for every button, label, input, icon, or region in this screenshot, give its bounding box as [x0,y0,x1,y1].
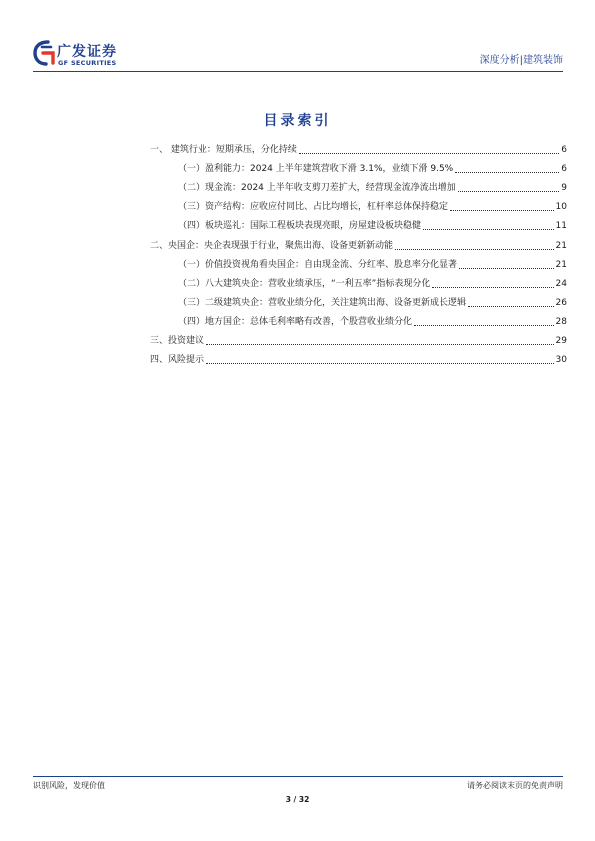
toc-entry-text: （一）价值投资视角看央国企：自由现金流、分红率、股息率分化显著 [178,259,458,270]
toc-page-number: 6 [561,145,567,156]
toc-entry[interactable] [150,156,567,175]
toc-entry-text: （一）盈利能力：2024 上半年建筑营收下滑 3.1%，业绩下滑 9.5% [178,164,454,175]
company-logo [33,40,133,68]
toc-leader [206,363,554,364]
toc-entry[interactable] [150,290,567,309]
toc-entry[interactable] [150,252,567,271]
logo-text-cn: 广发证券 [57,44,117,60]
toc-leader [450,210,554,211]
toc-leader [299,153,559,154]
table-of-contents [150,137,567,366]
toc-leader [414,325,554,326]
page-header [33,38,563,70]
toc-page-number: 30 [555,355,567,366]
toc-leader [458,191,559,192]
toc-entry-text: （四）板块巡礼：国际工程板块表现亮眼，房屋建设板块稳健 [178,221,422,232]
toc-entry-text: 一、 建筑行业：短期承压，分化持续 [150,145,297,156]
toc-entry-text: 三、投资建议 [150,336,205,347]
toc-page-number: 26 [555,297,567,308]
page-number: 3 / 32 [285,795,310,804]
toc-leader [206,344,554,345]
toc-page-number: 9 [561,183,567,194]
toc-title: 目录索引 [263,113,332,129]
toc-entry[interactable] [150,347,567,366]
toc-page-number: 11 [555,221,567,232]
toc-page-number: 24 [555,278,567,289]
toc-entry-text: （二）现金流：2024 上半年收支剪刀差扩大，经营现金流净流出增加 [178,183,456,194]
toc-page-number: 28 [555,316,567,327]
toc-entry-text: （四）地方国企：总体毛利率略有改善，个股营收业绩分化 [178,316,413,327]
toc-page-number: 29 [555,336,567,347]
toc-page-number: 21 [555,259,567,270]
toc-entry[interactable] [150,137,567,156]
logo-text-en: GF SECURITIES [58,59,117,67]
toc-entry-text: （二）八大建筑央企：营收业绩承压，“一利五率”指标表现分化 [178,278,431,289]
toc-page-number: 10 [555,202,567,213]
gf-logo-icon [33,40,55,66]
toc-leader [455,172,559,173]
toc-page-number: 6 [561,164,567,175]
footer-divider [33,776,563,777]
toc-page-number: 21 [555,240,567,251]
toc-entry[interactable] [150,213,567,232]
footer-disclaimer: 请务必阅读末页的免责声明 [467,781,563,790]
toc-leader [468,306,554,307]
toc-entry[interactable] [150,328,567,347]
footer-slogan: 识别风险，发现价值 [33,781,105,790]
toc-leader [423,229,554,230]
toc-entry-text: （三）资产结构：应收应付同比、占比均增长，杠杆率总体保持稳定 [178,202,449,213]
toc-entry[interactable] [150,175,567,194]
toc-entry-text: 四、风险提示 [150,355,205,366]
toc-entry[interactable] [150,232,567,251]
report-category: 深度分析|建筑装饰 [479,55,563,66]
toc-entry[interactable] [150,194,567,213]
toc-leader [459,268,554,269]
toc-entry[interactable] [150,309,567,328]
header-divider [33,71,563,72]
toc-leader [432,287,553,288]
toc-entry-text: 二、央国企：央企表现强于行业，聚焦出海、设备更新新动能 [150,240,394,251]
toc-entry-text: （三）二级建筑央企：营收业绩分化，关注建筑出海、设备更新成长逻辑 [178,297,467,308]
toc-entry[interactable] [150,271,567,290]
toc-leader [395,249,554,250]
